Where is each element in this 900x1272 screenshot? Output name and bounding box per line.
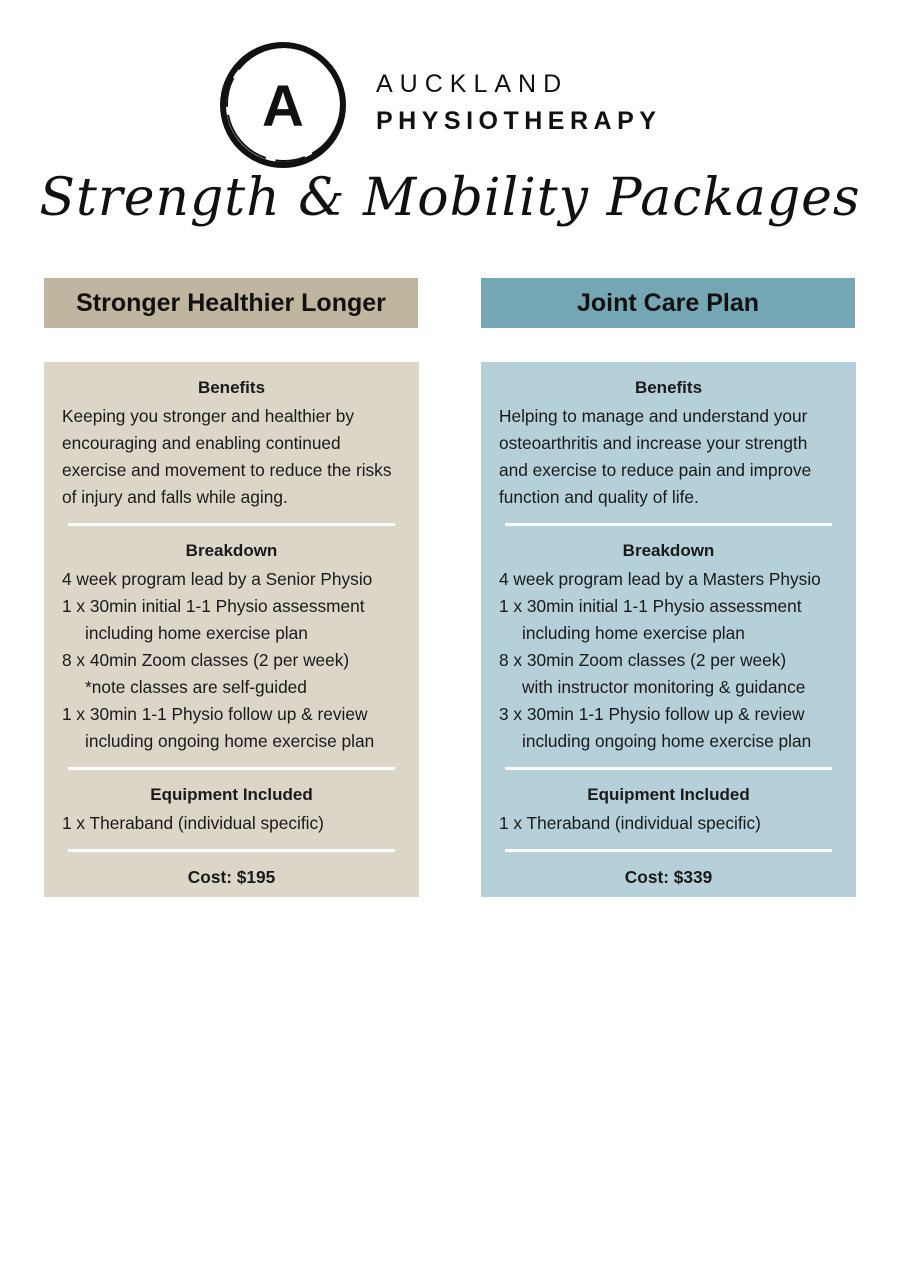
- divider: [68, 767, 395, 770]
- breakdown-item: [499, 566, 838, 593]
- logo-circle-icon: [216, 38, 350, 172]
- breakdown-continuation: including home exercise plan: [522, 623, 745, 643]
- breakdown-line: 8 x 30min Zoom classes (2 per week): [499, 650, 787, 670]
- brand-line2: PHYSIOTHERAPY: [376, 107, 662, 135]
- divider: [68, 849, 395, 852]
- breakdown-continuation: including ongoing home exercise plan: [85, 731, 375, 751]
- benefits-text: Keeping you stronger and healthier by encouraging and enabling continued exercise and movement to reduce the risks of injury and falls while aging.: [62, 406, 392, 507]
- equipment-title: Equipment Included: [150, 785, 313, 804]
- equipment-text: 1 x Theraband (individual specific): [499, 813, 761, 833]
- breakdown-continuation: with instructor monitoring & guidance: [522, 677, 806, 697]
- breakdown-item: [62, 566, 401, 593]
- breakdown-continuation: including home exercise plan: [85, 623, 308, 643]
- breakdown-line: 1 x 30min 1-1 Physio follow up & review: [62, 704, 368, 724]
- breakdown-item: [62, 593, 401, 647]
- brand-line1: AUCKLAND: [376, 70, 569, 98]
- benefits-title: Benefits: [634, 378, 703, 397]
- breakdown-line: 3 x 30min 1-1 Physio follow up & review: [499, 704, 805, 724]
- breakdown-line: 4 week program lead by a Senior Physio: [62, 569, 373, 589]
- divider: [68, 523, 395, 526]
- divider: [505, 849, 832, 852]
- divider: [505, 523, 832, 526]
- breakdown-continuation: including ongoing home exercise plan: [522, 731, 812, 751]
- breakdown-item: [62, 701, 401, 755]
- breakdown-item: [62, 647, 401, 701]
- breakdown-line: 1 x 30min initial 1-1 Physio assessment: [499, 596, 802, 616]
- plan-card-stronger-healthier-longer: [44, 362, 419, 897]
- breakdown-title: Breakdown: [185, 541, 278, 560]
- equipment-text: 1 x Theraband (individual specific): [62, 813, 324, 833]
- breakdown-item: [499, 647, 838, 701]
- cost-label: Cost: $339: [624, 867, 713, 887]
- breakdown-line: 1 x 30min initial 1-1 Physio assessment: [62, 596, 365, 616]
- benefits-text: Helping to manage and understand your osteoarthritis and increase your strength and exercise to reduce pain and improve function and quality of life.: [499, 406, 812, 507]
- plan-header-joint-care-plan: Joint Care Plan: [481, 278, 855, 328]
- brand-name: [376, 70, 661, 136]
- plan-header-stronger-healthier-longer: Stronger Healthier Longer: [44, 278, 418, 328]
- logo-letter: A: [262, 74, 304, 139]
- plan-card-joint-care-plan: [481, 362, 856, 897]
- divider: [505, 767, 832, 770]
- cost-label: Cost: $195: [187, 867, 276, 887]
- breakdown-continuation: *note classes are self-guided: [85, 677, 307, 697]
- breakdown-item: [499, 593, 838, 647]
- breakdown-line: 8 x 40min Zoom classes (2 per week): [62, 650, 350, 670]
- benefits-title: Benefits: [197, 378, 266, 397]
- header: [0, 0, 900, 270]
- breakdown-title: Breakdown: [622, 541, 715, 560]
- page-title: Strength & Mobility Packages: [39, 168, 861, 228]
- equipment-title: Equipment Included: [587, 785, 750, 804]
- breakdown-item: [499, 701, 838, 755]
- breakdown-line: 4 week program lead by a Masters Physio: [499, 569, 821, 589]
